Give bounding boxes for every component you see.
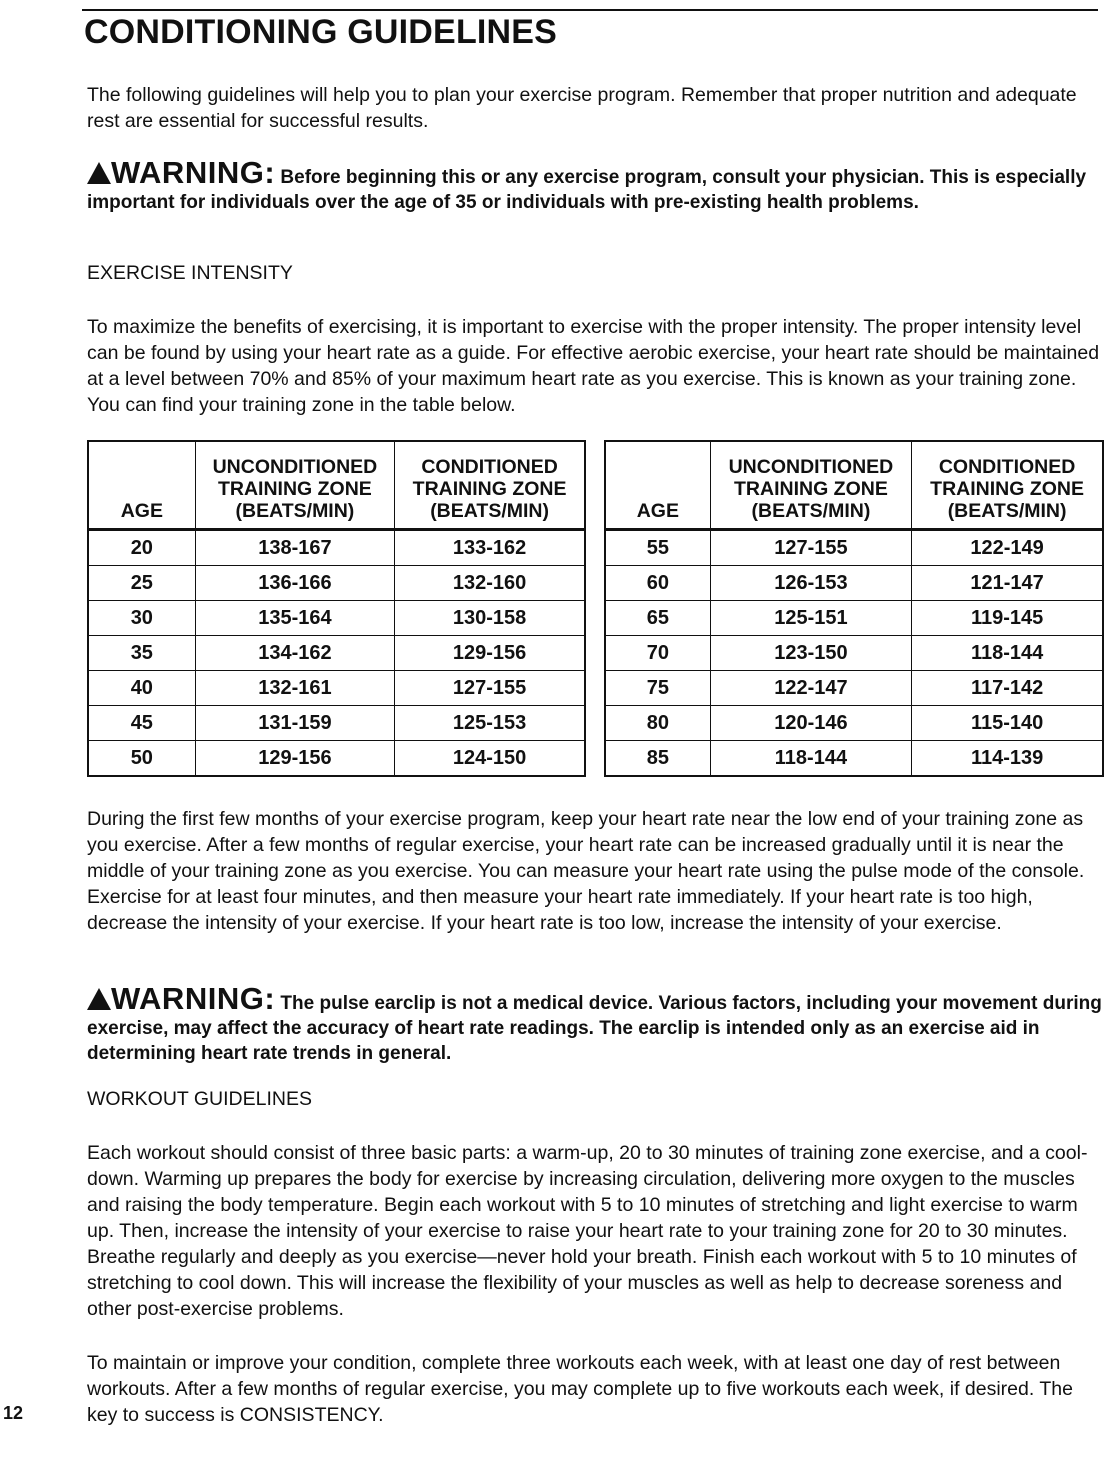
age-header: AGE — [88, 441, 195, 530]
unconditioned-cell: 118-144 — [710, 741, 912, 777]
age-cell: 80 — [605, 706, 710, 741]
table-row — [605, 530, 1103, 566]
age-header: AGE — [605, 441, 710, 530]
warning-label: WARNING: — [111, 981, 276, 1016]
table-row — [88, 636, 585, 671]
workout-guidelines-heading: WORKOUT GUIDELINES — [87, 1088, 313, 1110]
unconditioned-cell: 126-153 — [710, 566, 912, 601]
conditioned-cell: 130-158 — [395, 601, 585, 636]
exercise-intensity-paragraph: To maximize the benefits of exercising, it is important to exercise with the proper intensity. The proper intensity level can be found by using your heart rate as a guide. For effective aerobic exercise, your heart rate should be maintained at a level between 70% and 85% of your maximum heart rate as you exercise. This is known as your training zone. You can find your training zone in the table below. — [87, 316, 1100, 416]
unconditioned-cell: 129-156 — [195, 741, 395, 777]
table-row — [88, 706, 585, 741]
warning-icon — [87, 162, 111, 184]
conditioned-cell: 121-147 — [912, 566, 1103, 601]
training-zone-table-left — [87, 440, 586, 777]
table-row — [88, 741, 585, 777]
unconditioned-cell: 122-147 — [710, 671, 912, 706]
conditioned-header: CONDITIONED TRAINING ZONE (BEATS/MIN) — [912, 441, 1103, 530]
conditioned-cell: 133-162 — [395, 530, 585, 566]
conditioned-cell: 124-150 — [395, 741, 585, 777]
table-row — [88, 530, 585, 566]
unconditioned-cell: 120-146 — [710, 706, 912, 741]
warning-label: WARNING: — [111, 155, 276, 190]
table-header-row — [605, 441, 1103, 530]
unconditioned-header: UNCONDITIONED TRAINING ZONE (BEATS/MIN) — [195, 441, 395, 530]
age-cell: 20 — [88, 530, 195, 566]
page-title: CONDITIONING GUIDELINES — [84, 13, 558, 51]
unconditioned-header: UNCONDITIONED TRAINING ZONE (BEATS/MIN) — [710, 441, 912, 530]
unconditioned-cell: 132-161 — [195, 671, 395, 706]
warning-text: Before beginning this or any exercise program, consult your physician. This is especially important for individuals over the age of 35 or individuals with pre-existing health problems. — [87, 167, 1087, 213]
age-cell: 55 — [605, 530, 710, 566]
age-cell: 25 — [88, 566, 195, 601]
workout-paragraph-1: Each workout should consist of three basic parts: a warm-up, 20 to 30 minutes of training zone exercise, and a cool-down. Warming up prepares the body for exercise by increasing circulation, delivering more oxygen to the muscles and raising the body temperature. Begin each workout with 5 to 10 minutes of stretching and light exercise to warm up. Then, increase the intensity of your exercise to raise your heart rate to your training zone for 20 to 30 minutes. Breathe regularly and deeply as you exercise—never hold your breath. Finish each workout with 5 to 10 minutes of stretching to cool down. This will increase the flexibility of your muscles as well as help to decrease soreness and other post-exercise problems. — [87, 1142, 1088, 1320]
unconditioned-cell: 125-151 — [710, 601, 912, 636]
warning-earclip — [87, 981, 1102, 1066]
workout-paragraph-2: To maintain or improve your condition, complete three workouts each week, with at least one day of rest between workouts. After a few months of regular exercise, you may complete up to five workouts each week, if desired. The key to success is CONSISTENCY. — [87, 1352, 1073, 1426]
age-cell: 45 — [88, 706, 195, 741]
unconditioned-cell: 127-155 — [710, 530, 912, 566]
table-row — [605, 636, 1103, 671]
table-row — [605, 566, 1103, 601]
conditioned-cell: 127-155 — [395, 671, 585, 706]
conditioned-cell: 115-140 — [912, 706, 1103, 741]
page-number: 12 — [3, 1403, 24, 1423]
intro-paragraph: The following guidelines will help you to plan your exercise program. Remember that proper nutrition and adequate rest are essential for successful results. — [87, 84, 1077, 132]
unconditioned-cell: 136-166 — [195, 566, 395, 601]
conditioned-cell: 122-149 — [912, 530, 1103, 566]
age-cell: 40 — [88, 671, 195, 706]
unconditioned-cell: 131-159 — [195, 706, 395, 741]
conditioned-cell: 132-160 — [395, 566, 585, 601]
unconditioned-cell: 134-162 — [195, 636, 395, 671]
conditioned-cell: 125-153 — [395, 706, 585, 741]
age-cell: 30 — [88, 601, 195, 636]
conditioned-cell: 114-139 — [912, 741, 1103, 777]
table-header-row — [88, 441, 585, 530]
warning-text: The pulse earclip is not a medical device. Various factors, including your movement during exercise, may affect the accuracy of heart rate readings. The earclip is intended only as an exercise aid in determining heart rate trends in general. — [87, 993, 1102, 1064]
age-cell: 70 — [605, 636, 710, 671]
unconditioned-cell: 123-150 — [710, 636, 912, 671]
age-cell: 65 — [605, 601, 710, 636]
table-row — [605, 671, 1103, 706]
table-row — [605, 601, 1103, 636]
table-row — [88, 601, 585, 636]
after-table-paragraph: During the first few months of your exercise program, keep your heart rate near the low end of your training zone as you exercise. After a few months of regular exercise, your heart rate can be increased gradually until it is near the middle of your training zone as you exercise. You can measure your heart rate using the pulse mode of the console. Exercise for at least four minutes, and then measure your heart rate immediately. If your heart rate is too high, decrease the intensity of your exercise. If your heart rate is too low, increase the intensity of your exercise. — [87, 808, 1085, 934]
unconditioned-cell: 138-167 — [195, 530, 395, 566]
conditioned-cell: 118-144 — [912, 636, 1103, 671]
age-cell: 85 — [605, 741, 710, 777]
conditioned-cell: 129-156 — [395, 636, 585, 671]
exercise-intensity-heading: EXERCISE INTENSITY — [87, 262, 293, 284]
age-cell: 50 — [88, 741, 195, 777]
conditioned-cell: 117-142 — [912, 671, 1103, 706]
age-cell: 75 — [605, 671, 710, 706]
table-row — [605, 741, 1103, 777]
age-cell: 35 — [88, 636, 195, 671]
table-row — [88, 671, 585, 706]
training-zone-table-right — [604, 440, 1104, 777]
table-row — [88, 566, 585, 601]
unconditioned-cell: 135-164 — [195, 601, 395, 636]
conditioned-cell: 119-145 — [912, 601, 1103, 636]
warning-physician — [87, 155, 1102, 215]
age-cell: 60 — [605, 566, 710, 601]
warning-icon — [87, 988, 111, 1010]
conditioned-header: CONDITIONED TRAINING ZONE (BEATS/MIN) — [395, 441, 585, 530]
table-row — [605, 706, 1103, 741]
